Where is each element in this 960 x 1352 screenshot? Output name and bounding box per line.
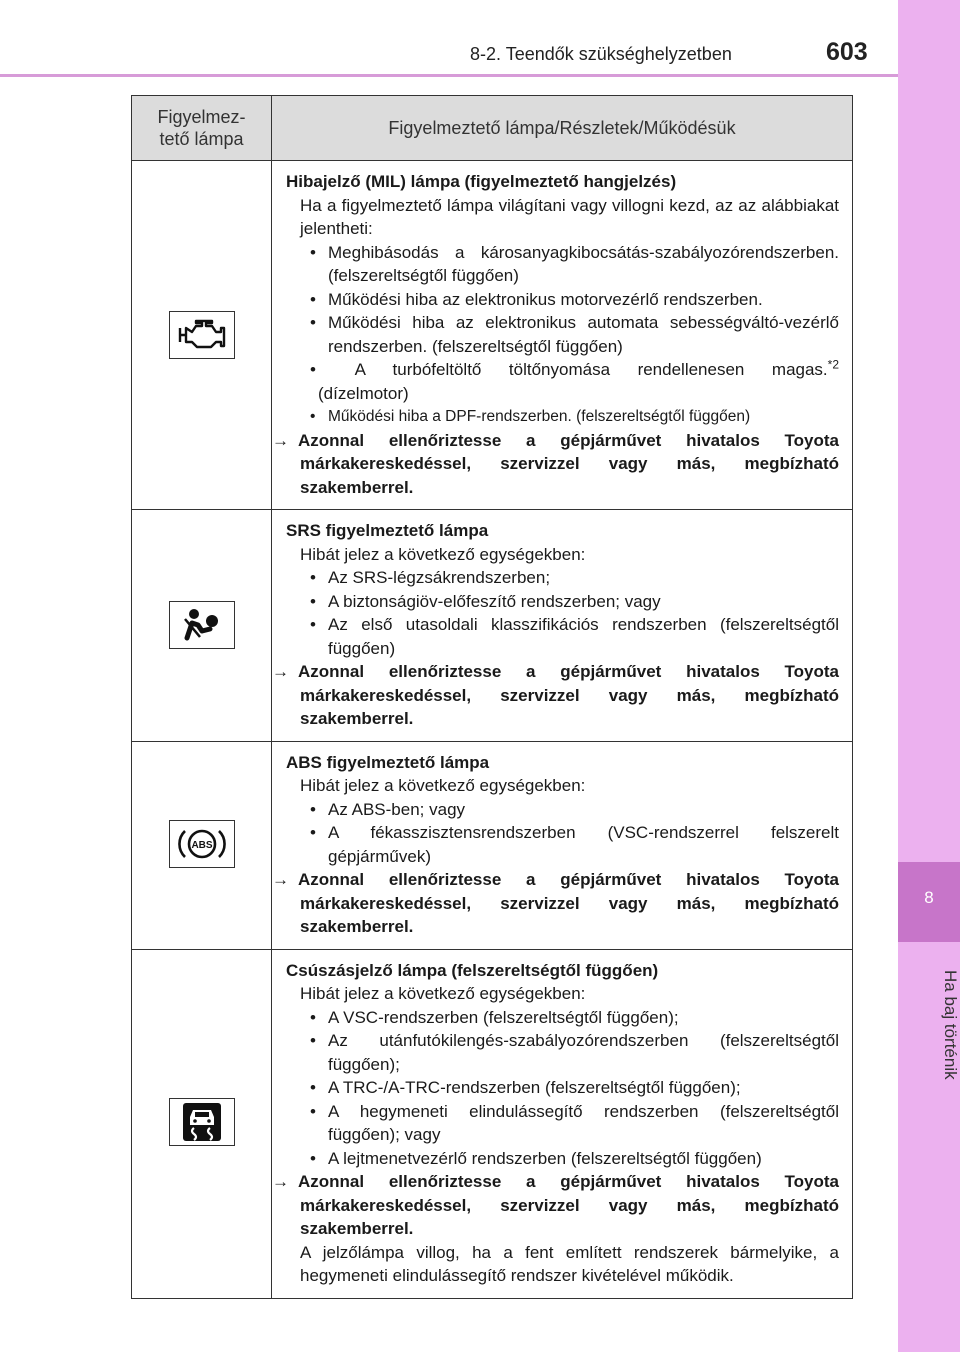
arrow-icon: →	[272, 1172, 289, 1191]
list-item: • Meghibásodás a károsanyagkibocsátás-szabályozórendszerben. (felszereltségtől függően)	[300, 241, 839, 288]
arrow-icon: →	[272, 662, 289, 681]
page-number: 603	[826, 38, 868, 66]
details-cell: Hibajelző (MIL) lámpa (figyelmeztető hangjelzés) Ha a figyelmeztető lámpa világítani vagy villogni kezd, az az alábbiakat jelentheti: • Meghibásodás a károsanyagkibocsátás-szabályozórendszerben. (felszereltségtől függően) • Működési hiba az elektronikus motorvezérlő rendszerben. • Működési hiba az elektronikus automata sebességváltó-vezérlő rendszerben. (felszereltségtől függően) • A turbófeltöltő töltőnyomása rendellenesen magas.$^{*2}$ (dízelmotor) • Működési hiba a DPF-rendszerben. (felszereltségtől függően) → Azonnal ellenőriztesse a gépjárművet hivatalos Toyota márkakereskedéssel, szervizzel vagy más, megbízható szakemberrel.	[272, 161, 853, 510]
action-text: → Azonnal ellenőriztesse a gépjárművet hivatalos Toyota márkakereskedéssel, szervizzel vagy más, megbízható szakemberrel.	[272, 430, 839, 497]
list-item: • Működési hiba az elektronikus automata sebességváltó-vezérlő rendszerben. (felszereltségtől függően)	[300, 311, 839, 358]
header-details: Figyelmeztető lámpa/Részletek/Működésük	[272, 96, 853, 161]
list-item: • A biztonságiöv-előfeszítő rendszerben; vagy	[300, 590, 839, 614]
icon-cell	[132, 741, 272, 949]
action-text: → Azonnal ellenőriztesse a gépjárművet hivatalos Toyota márkakereskedéssel, szervizzel vagy más, megbízható szakemberrel.	[272, 1172, 839, 1238]
chapter-number[interactable]: 8	[898, 862, 960, 942]
list-item: • Működési hiba az elektronikus motorvezérlő rendszerben.	[300, 288, 839, 312]
action-text: → Azonnal ellenőriztesse a gépjárművet hivatalos Toyota márkakereskedéssel, szervizzel vagy más, megbízható szakemberrel.	[272, 662, 839, 728]
list-item: • Az utánfutókilengés-szabályozórendszerben (felszereltségtől függően);	[300, 1029, 839, 1076]
header-warning-light: Figyelmez- tető lámpa	[132, 96, 272, 161]
abs-icon	[169, 820, 235, 868]
details-cell: Csúszásjelző lámpa (felszereltségtől függően) Hibát jelez a következő egységekben: • A VSC-rendszerben (felszereltségtől függően); • Az utánfutókilengés-szabályozórendszerben (felszereltségtől függően); • A TRC-/A-TRC-rendszerben (felszereltségtől függően); • A hegymeneti elindulássegítő rendszerben (felszereltségtől függően); vagy • A lejtmenetvezérlő rendszerben (felszereltségtől függően) → Azonnal ellenőriztesse a gépjárművet hivatalos Toyota márkakereskedéssel, szervizzel vagy más, megbízható szakemberrel. A jelzőlámpa villog, ha a fent említett rendszerek bármelyike, a hegymeneti elindulássegítő rendszer kivételével működik.	[272, 949, 853, 1298]
list-item: • A fékasszisztensrendszerben (VSC-rendszerrel felszerelt gépjárművek)	[300, 821, 839, 868]
details-cell: ABS figyelmeztető lámpa Hibát jelez a következő egységekben: • Az ABS-ben; vagy • A fékasszisztensrendszerben (VSC-rendszerrel felszerelt gépjárművek) → Azonnal ellenőriztesse a gépjárművet hivatalos Toyota márkakereskedéssel, szervizzel vagy más, megbízható szakemberrel.	[272, 741, 853, 949]
list-item: • A VSC-rendszerben (felszereltségtől függően);	[300, 1006, 839, 1030]
srs-airbag-icon	[169, 601, 235, 649]
warning-lights-table	[131, 95, 853, 1299]
list-item: • A lejtmenetvezérlő rendszerben (felszereltségtől függően)	[300, 1147, 839, 1171]
chapter-label: Ha baj történik	[941, 970, 960, 1080]
table-row	[132, 161, 853, 510]
table-row	[132, 741, 853, 949]
icon-cell	[132, 949, 272, 1298]
list-item: • Az első utasoldali klasszifikációs rendszerben (felszereltségtől függően)	[300, 613, 839, 660]
list-item: • A TRC-/A-TRC-rendszerben (felszereltségtől függően);	[300, 1076, 839, 1100]
details-cell: SRS figyelmeztető lámpa Hibát jelez a következő egységekben: • Az SRS-légzsákrendszerben; • A biztonságiöv-előfeszítő rendszerben; vagy • Az első utasoldali klasszifikációs rendszerben (felszereltségtől függően) → Azonnal ellenőriztesse a gépjárművet hivatalos Toyota márkakereskedéssel, szervizzel vagy más, megbízható szakemberrel.	[272, 510, 853, 742]
header-divider	[0, 74, 898, 77]
list-item: • Működési hiba a DPF-rendszerben. (felszereltségtől függően)	[300, 405, 839, 429]
check-engine-icon	[169, 311, 235, 359]
list-item: • Az SRS-légzsákrendszerben;	[300, 566, 839, 590]
section-title: 8-2. Teendők szükséghelyzetben	[470, 44, 732, 64]
footnote-marker: *2	[827, 357, 839, 372]
svg-text:ABS: ABS	[190, 840, 213, 852]
slip-indicator-icon	[169, 1098, 235, 1146]
list-item: • A turbófeltöltő töltőnyomása rendellenesen magas.$^{*2}$	[300, 358, 839, 382]
table-row	[132, 510, 853, 742]
list-item: • Az ABS-ben; vagy	[300, 798, 839, 822]
note-text: A jelzőlámpa villog, ha a fent említett rendszerek bármelyike, a hegymeneti elindulássegítő rendszer kivételével működik.	[300, 1242, 839, 1285]
icon-cell	[132, 510, 272, 742]
table-row	[132, 949, 853, 1298]
table-header-row	[132, 96, 853, 161]
arrow-icon: →	[272, 430, 289, 450]
list-item: • A hegymeneti elindulássegítő rendszerben (felszereltségtől függően); vagy	[300, 1100, 839, 1147]
icon-cell	[132, 161, 272, 510]
arrow-icon: →	[272, 870, 289, 889]
action-text: → Azonnal ellenőriztesse a gépjárművet hivatalos Toyota márkakereskedéssel, szervizzel vagy más, megbízható szakemberrel.	[272, 870, 839, 936]
chapter-side-tab	[898, 0, 960, 1352]
